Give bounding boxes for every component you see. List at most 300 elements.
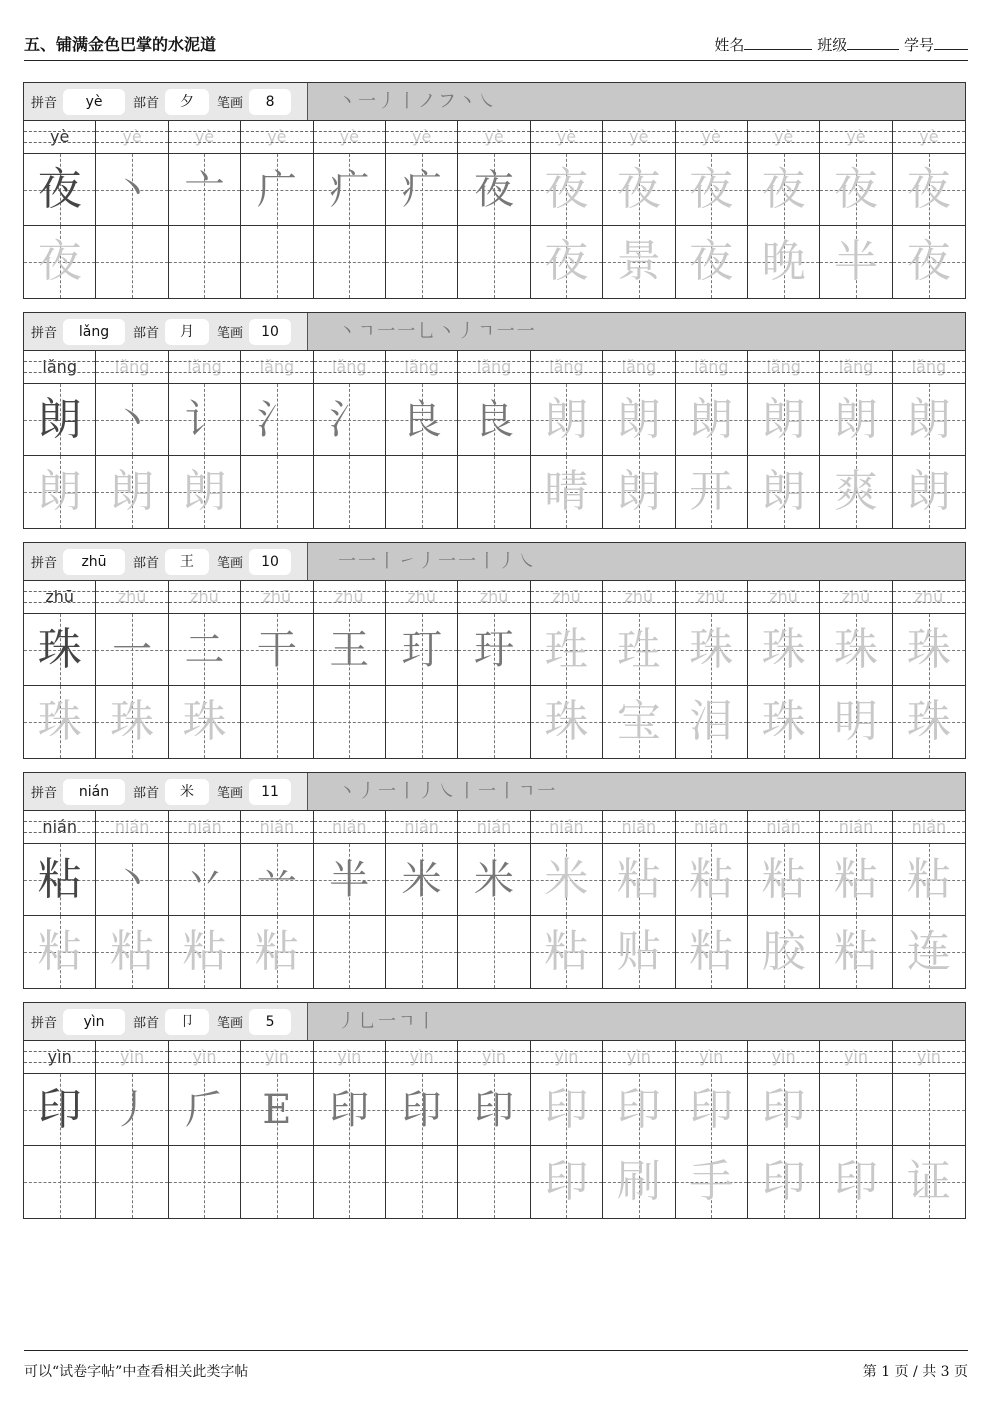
- practice-cell[interactable]: [893, 456, 965, 528]
- practice-char: 粘: [689, 926, 734, 977]
- practice-cell[interactable]: [820, 916, 892, 988]
- practice-cell[interactable]: [386, 226, 458, 298]
- pinyin-cell: nián: [820, 811, 892, 844]
- stroke-step-cell[interactable]: [820, 844, 892, 916]
- radical-value: 夕: [165, 89, 209, 115]
- practice-cell[interactable]: [820, 456, 892, 528]
- stroke-step-cell[interactable]: [386, 384, 458, 456]
- stroke-step: 半: [329, 857, 370, 903]
- practice-cell[interactable]: [169, 1146, 241, 1218]
- practice-cell[interactable]: [748, 916, 820, 988]
- practice-cell[interactable]: [24, 226, 96, 298]
- word-row: [24, 686, 965, 758]
- stroke-step-cell[interactable]: [169, 384, 241, 456]
- char-meta: [24, 1003, 308, 1040]
- stroke-step: 米: [401, 857, 442, 903]
- stroke-row: [24, 384, 965, 456]
- stroke-step-cell[interactable]: [169, 844, 241, 916]
- stroke-step-cell[interactable]: [893, 614, 965, 686]
- pinyin-value: zhū: [63, 549, 125, 575]
- pinyin-cell: zhū: [24, 581, 96, 614]
- pinyin-cell: yè: [748, 121, 820, 154]
- stroke-step: 米: [474, 857, 515, 903]
- stroke-step-cell[interactable]: [96, 1074, 168, 1146]
- stroke-count: 10: [249, 549, 291, 575]
- practice-cell[interactable]: [603, 456, 675, 528]
- pinyin-value: yè: [63, 89, 125, 115]
- practice-cell[interactable]: [386, 686, 458, 758]
- practice-char: 珠: [906, 696, 951, 747]
- stroke-step: 夜: [544, 164, 589, 215]
- char-block: [23, 82, 966, 299]
- stroke-step: 朗: [761, 394, 806, 445]
- stroke-step-cell[interactable]: [676, 384, 748, 456]
- practice-char: 宝: [616, 696, 661, 747]
- stroke-step-cell[interactable]: [893, 844, 965, 916]
- pinyin-cell: yìn: [531, 1041, 603, 1074]
- pinyin-cell: lǎng: [893, 351, 965, 384]
- pinyin-cell: yìn: [676, 1041, 748, 1074]
- practice-cell[interactable]: [458, 456, 530, 528]
- practice-cell[interactable]: [893, 916, 965, 988]
- practice-cell[interactable]: [386, 916, 458, 988]
- model-char: 夜: [37, 164, 82, 215]
- stroke-step-cell[interactable]: [748, 384, 820, 456]
- practice-cell[interactable]: [893, 686, 965, 758]
- practice-cell[interactable]: [458, 1146, 530, 1218]
- stroke-step: 夜: [616, 164, 661, 215]
- practice-char: 印: [544, 1156, 589, 1207]
- practice-cell[interactable]: [96, 1146, 168, 1218]
- practice-cell[interactable]: [241, 1146, 313, 1218]
- practice-cell[interactable]: [314, 456, 386, 528]
- stroke-step: 米: [544, 854, 589, 905]
- stroke-step: 珄: [544, 624, 589, 675]
- practice-cell[interactable]: [241, 686, 313, 758]
- stroke-count: 10: [249, 319, 291, 345]
- radical-label: 部首: [133, 326, 160, 341]
- practice-cell[interactable]: [458, 686, 530, 758]
- practice-cell[interactable]: [96, 456, 168, 528]
- pinyin-cell: lǎng: [531, 351, 603, 384]
- radical-value: 米: [165, 779, 209, 805]
- practice-char: 胶: [761, 926, 806, 977]
- stroke-step: 粘: [616, 854, 661, 905]
- pinyin-cell: yìn: [386, 1041, 458, 1074]
- practice-cell[interactable]: [531, 1146, 603, 1218]
- stroke-order-panel: [308, 1003, 965, 1040]
- practice-cell[interactable]: [820, 226, 892, 298]
- practice-cell[interactable]: [893, 226, 965, 298]
- practice-cell[interactable]: [676, 1146, 748, 1218]
- practice-cell[interactable]: [241, 456, 313, 528]
- stroke-step-cell[interactable]: [458, 1074, 530, 1146]
- pinyin-cell: yè: [314, 121, 386, 154]
- practice-cell[interactable]: [531, 456, 603, 528]
- practice-cell[interactable]: [458, 916, 530, 988]
- stroke-step-cell[interactable]: [748, 844, 820, 916]
- practice-char: 朗: [37, 466, 82, 517]
- stroke-step-cell[interactable]: [603, 384, 675, 456]
- strokes-label: 笔画: [217, 326, 244, 341]
- stroke-step: 朗: [689, 394, 734, 445]
- practice-cell[interactable]: [24, 1146, 96, 1218]
- practice-char: 珠: [182, 696, 227, 747]
- stroke-step-cell[interactable]: [96, 154, 168, 226]
- stroke-step-cell[interactable]: [531, 154, 603, 226]
- page-footer: [24, 1350, 968, 1380]
- practice-char: 珠: [110, 696, 155, 747]
- stroke-step: 夜: [474, 167, 515, 213]
- stroke-step: 丶: [112, 167, 153, 213]
- pinyin-cell: yìn: [314, 1041, 386, 1074]
- pinyin-cell: lǎng: [24, 351, 96, 384]
- practice-cell[interactable]: [531, 226, 603, 298]
- practice-cell[interactable]: [96, 916, 168, 988]
- pinyin-cell: nián: [531, 811, 603, 844]
- pinyin-cell: nián: [24, 811, 96, 844]
- stroke-step: 氵: [329, 397, 370, 443]
- pinyin-label: 拼音: [31, 556, 58, 571]
- stroke-step-cell[interactable]: [893, 154, 965, 226]
- practice-cell[interactable]: [169, 916, 241, 988]
- page-header: [24, 28, 968, 61]
- stroke-step: 珠: [833, 624, 878, 675]
- stroke-step-cell[interactable]: [169, 1074, 241, 1146]
- pinyin-cell: zhū: [241, 581, 313, 614]
- pinyin-cell: lǎng: [386, 351, 458, 384]
- stroke-step-cell[interactable]: [386, 614, 458, 686]
- stroke-step-cell[interactable]: [531, 614, 603, 686]
- practice-char: 连: [906, 926, 951, 977]
- practice-cell[interactable]: [748, 226, 820, 298]
- pinyin-cell: nián: [314, 811, 386, 844]
- char-block: [23, 772, 966, 989]
- stroke-step: 䒑: [256, 857, 297, 903]
- char-block: [23, 542, 966, 759]
- practice-cell[interactable]: [531, 686, 603, 758]
- practice-cell[interactable]: [820, 686, 892, 758]
- practice-cell[interactable]: [241, 226, 313, 298]
- stroke-step: 印: [401, 1087, 442, 1133]
- pinyin-cell: yìn: [748, 1041, 820, 1074]
- practice-cell[interactable]: [748, 1146, 820, 1218]
- pinyin-cell: lǎng: [241, 351, 313, 384]
- stroke-step-cell[interactable]: [531, 844, 603, 916]
- practice-cell[interactable]: [603, 686, 675, 758]
- stroke-step: 夜: [761, 164, 806, 215]
- pinyin-cell: nián: [169, 811, 241, 844]
- pinyin-cell: yè: [820, 121, 892, 154]
- practice-cell[interactable]: [676, 226, 748, 298]
- pinyin-cell: yìn: [820, 1041, 892, 1074]
- stroke-step-cell[interactable]: [748, 614, 820, 686]
- stroke-sequence: 丶一丿丨ノフ丶㇏: [338, 91, 498, 112]
- stroke-step-cell[interactable]: [96, 844, 168, 916]
- stroke-step-cell[interactable]: [241, 384, 313, 456]
- stroke-step: 丿: [112, 1087, 153, 1133]
- student-fields: [714, 34, 968, 55]
- stroke-row: [24, 154, 965, 226]
- stroke-step: 粘: [689, 854, 734, 905]
- practice-cell[interactable]: [169, 686, 241, 758]
- stroke-step: 印: [616, 1084, 661, 1135]
- pinyin-cell: yè: [96, 121, 168, 154]
- practice-cell[interactable]: [314, 916, 386, 988]
- stroke-step: 疒: [329, 167, 370, 213]
- practice-char: 半: [833, 236, 878, 287]
- practice-cell[interactable]: [458, 226, 530, 298]
- stroke-step-cell[interactable]: [676, 614, 748, 686]
- pinyin-cell: yìn: [458, 1041, 530, 1074]
- char-info-bar: [24, 1003, 965, 1041]
- pinyin-row: [24, 121, 965, 154]
- stroke-step: E: [262, 1087, 292, 1133]
- stroke-step-cell[interactable]: [241, 844, 313, 916]
- stroke-step: 粘: [761, 854, 806, 905]
- stroke-step: 粘: [833, 854, 878, 905]
- practice-cell[interactable]: [314, 686, 386, 758]
- practice-cell[interactable]: [169, 226, 241, 298]
- pinyin-row: [24, 1041, 965, 1074]
- practice-char: 手: [689, 1156, 734, 1207]
- stroke-step-cell[interactable]: [314, 384, 386, 456]
- stroke-step-cell[interactable]: [603, 154, 675, 226]
- practice-char: 刷: [616, 1156, 661, 1207]
- stroke-step-cell[interactable]: [314, 1074, 386, 1146]
- pinyin-cell: yìn: [96, 1041, 168, 1074]
- practice-cell[interactable]: [603, 1146, 675, 1218]
- practice-char: 夜: [37, 236, 82, 287]
- stroke-step: 讠: [184, 397, 225, 443]
- practice-char: 珠: [761, 696, 806, 747]
- pinyin-cell: lǎng: [676, 351, 748, 384]
- pinyin-cell: zhū: [531, 581, 603, 614]
- practice-cell[interactable]: [96, 686, 168, 758]
- pinyin-label: 拼音: [31, 786, 58, 801]
- stroke-step-cell[interactable]: [241, 614, 313, 686]
- practice-char: 朗: [906, 466, 951, 517]
- char-info-bar: [24, 83, 965, 121]
- practice-char: 开: [689, 466, 734, 517]
- pinyin-cell: yìn: [603, 1041, 675, 1074]
- practice-cell[interactable]: [748, 456, 820, 528]
- stroke-sequence: 丿乚一ㄱ丨: [338, 1011, 438, 1032]
- id-label: 学号: [903, 36, 934, 54]
- strokes-label: 笔画: [217, 556, 244, 571]
- model-char-cell: [24, 384, 96, 456]
- stroke-step-cell[interactable]: [748, 1074, 820, 1146]
- stroke-step-cell[interactable]: [820, 1074, 892, 1146]
- stroke-step: 珠: [761, 624, 806, 675]
- practice-cell[interactable]: [676, 456, 748, 528]
- model-char-cell: [24, 154, 96, 226]
- pinyin-cell: nián: [96, 811, 168, 844]
- stroke-step-cell[interactable]: [603, 614, 675, 686]
- stroke-step-cell[interactable]: [314, 844, 386, 916]
- pinyin-cell: zhū: [748, 581, 820, 614]
- pinyin-cell: yè: [24, 121, 96, 154]
- stroke-sequence: 一一丨㇀丿一一丨丿㇏: [338, 551, 538, 572]
- model-char: 印: [37, 1084, 82, 1135]
- model-char-cell: [24, 614, 96, 686]
- stroke-step: 珠: [906, 624, 951, 675]
- stroke-step-cell[interactable]: [676, 1074, 748, 1146]
- practice-cell[interactable]: [386, 456, 458, 528]
- stroke-step-cell[interactable]: [386, 154, 458, 226]
- stroke-step-cell[interactable]: [820, 614, 892, 686]
- stroke-step-cell[interactable]: [241, 154, 313, 226]
- pinyin-cell: lǎng: [820, 351, 892, 384]
- stroke-step-cell[interactable]: [458, 154, 530, 226]
- stroke-step-cell[interactable]: [531, 1074, 603, 1146]
- pinyin-cell: lǎng: [748, 351, 820, 384]
- stroke-step-cell[interactable]: [96, 384, 168, 456]
- practice-char: 珠: [544, 696, 589, 747]
- practice-cell[interactable]: [314, 226, 386, 298]
- practice-char: 朗: [761, 466, 806, 517]
- stroke-step-cell[interactable]: [893, 1074, 965, 1146]
- practice-cell[interactable]: [893, 1146, 965, 1218]
- practice-cell[interactable]: [603, 916, 675, 988]
- stroke-step-cell[interactable]: [603, 1074, 675, 1146]
- stroke-step-cell[interactable]: [531, 384, 603, 456]
- stroke-step: 粘: [906, 854, 951, 905]
- practice-cell[interactable]: [676, 686, 748, 758]
- stroke-step: 印: [329, 1087, 370, 1133]
- page-number: 第 1 页 / 共 3 页: [862, 1364, 968, 1380]
- id-blank[interactable]: [934, 35, 968, 50]
- stroke-step: 良: [401, 397, 442, 443]
- radical-value: 卩: [165, 1009, 209, 1035]
- stroke-step-cell[interactable]: [96, 614, 168, 686]
- char-info-bar: [24, 313, 965, 351]
- stroke-step-cell[interactable]: [241, 1074, 313, 1146]
- stroke-step: 珠: [689, 624, 734, 675]
- char-block: [23, 1002, 966, 1219]
- pinyin-cell: nián: [603, 811, 675, 844]
- practice-cell[interactable]: [603, 226, 675, 298]
- pinyin-row: [24, 581, 965, 614]
- practice-cell[interactable]: [241, 916, 313, 988]
- stroke-step-cell[interactable]: [676, 154, 748, 226]
- pinyin-cell: zhū: [314, 581, 386, 614]
- stroke-count: 8: [249, 89, 291, 115]
- practice-char: 夜: [689, 236, 734, 287]
- pinyin-cell: yìn: [24, 1041, 96, 1074]
- stroke-step-cell[interactable]: [458, 614, 530, 686]
- name-blank[interactable]: [744, 35, 812, 50]
- pinyin-cell: nián: [893, 811, 965, 844]
- char-info-bar: [24, 773, 965, 811]
- practice-cell[interactable]: [386, 1146, 458, 1218]
- practice-cell[interactable]: [676, 916, 748, 988]
- practice-char: 粘: [182, 926, 227, 977]
- stroke-step-cell[interactable]: [458, 384, 530, 456]
- page-title: 五、铺满金色巴掌的水泥道: [24, 35, 217, 54]
- word-row: [24, 916, 965, 988]
- stroke-step-cell[interactable]: [386, 844, 458, 916]
- name-label: 姓名: [714, 36, 745, 54]
- word-row: [24, 456, 965, 528]
- pinyin-label: 拼音: [31, 96, 58, 111]
- pinyin-cell: nián: [386, 811, 458, 844]
- practice-cell[interactable]: [24, 686, 96, 758]
- stroke-step: 广: [256, 167, 297, 213]
- stroke-step-cell[interactable]: [169, 614, 241, 686]
- stroke-sequence: 丶丿一丨丿㇏丨一丨ㄱ一: [338, 781, 558, 802]
- stroke-step: 丶: [112, 857, 153, 903]
- pinyin-cell: nián: [748, 811, 820, 844]
- stroke-step: 疒: [401, 167, 442, 213]
- practice-cell[interactable]: [169, 456, 241, 528]
- practice-cell[interactable]: [314, 1146, 386, 1218]
- practice-char: 泪: [689, 696, 734, 747]
- stroke-step: 印: [689, 1084, 734, 1135]
- stroke-step-cell[interactable]: [893, 384, 965, 456]
- stroke-step: 夜: [833, 164, 878, 215]
- practice-char: 粘: [833, 926, 878, 977]
- pinyin-row: [24, 811, 965, 844]
- practice-char: 珠: [37, 696, 82, 747]
- stroke-step-cell[interactable]: [748, 154, 820, 226]
- pinyin-cell: yìn: [169, 1041, 241, 1074]
- stroke-step-cell[interactable]: [820, 154, 892, 226]
- stroke-step: 印: [761, 1084, 806, 1135]
- stroke-step-cell[interactable]: [314, 154, 386, 226]
- stroke-step: 二: [184, 627, 225, 673]
- stroke-step-cell[interactable]: [458, 844, 530, 916]
- stroke-step: 氵: [256, 397, 297, 443]
- practice-cell[interactable]: [96, 226, 168, 298]
- class-blank[interactable]: [847, 35, 899, 50]
- model-char: 朗: [37, 394, 82, 445]
- pinyin-cell: yè: [386, 121, 458, 154]
- pinyin-cell: yè: [893, 121, 965, 154]
- word-row: [24, 1146, 965, 1218]
- stroke-order-panel: [308, 773, 965, 810]
- stroke-step: 一: [112, 627, 153, 673]
- strokes-label: 笔画: [217, 1016, 244, 1031]
- stroke-step-cell[interactable]: [676, 844, 748, 916]
- char-info-bar: [24, 543, 965, 581]
- radical-label: 部首: [133, 556, 160, 571]
- stroke-step: 珄: [616, 624, 661, 675]
- stroke-step-cell[interactable]: [386, 1074, 458, 1146]
- pinyin-cell: lǎng: [603, 351, 675, 384]
- stroke-step-cell[interactable]: [603, 844, 675, 916]
- stroke-step-cell[interactable]: [169, 154, 241, 226]
- stroke-step: 丷: [184, 857, 225, 903]
- practice-cell[interactable]: [748, 686, 820, 758]
- practice-char: 朗: [182, 466, 227, 517]
- class-label: 班级: [817, 36, 848, 54]
- stroke-step-cell[interactable]: [314, 614, 386, 686]
- stroke-step-cell[interactable]: [820, 384, 892, 456]
- word-row: [24, 226, 965, 298]
- practice-cell[interactable]: [531, 916, 603, 988]
- practice-char: 印: [833, 1156, 878, 1207]
- practice-cell[interactable]: [24, 456, 96, 528]
- stroke-row: [24, 614, 965, 686]
- pinyin-label: 拼音: [31, 326, 58, 341]
- practice-cell[interactable]: [820, 1146, 892, 1218]
- pinyin-cell: lǎng: [458, 351, 530, 384]
- stroke-step: 朗: [616, 394, 661, 445]
- stroke-order-panel: [308, 543, 965, 580]
- practice-char: 证: [906, 1156, 951, 1207]
- practice-cell[interactable]: [24, 916, 96, 988]
